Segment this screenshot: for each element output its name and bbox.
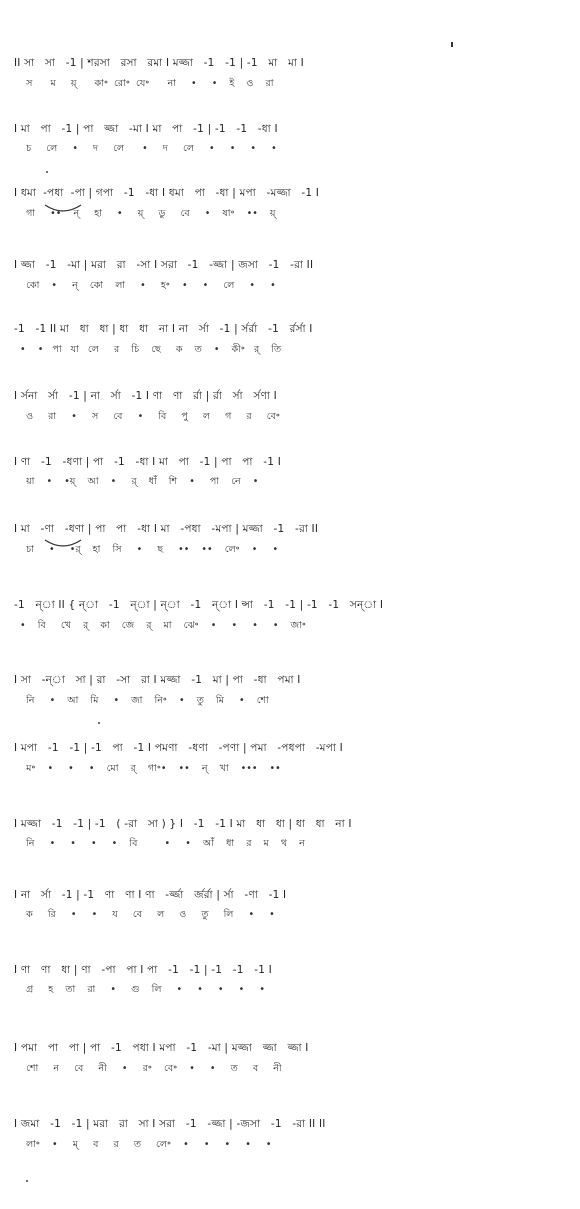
swara-line: I না র্সা -1 | -1 ণা ণা I ণা -র্জ্জা র্জর্রা | র্সা -ণা -1 I (14, 889, 287, 901)
lyric-line: নি • • • • বি • • আঁ ধা র ম থ ন (14, 838, 305, 849)
swara-line: -1 -1 II মা ধা ধা | ধা ধা না I না র্সা -1 | র্সর্রা -1 র্রর্সা I (14, 323, 313, 335)
lyric-line: গ্র হ তা রা • গু লি • • • • • (14, 984, 265, 995)
margin-mark (451, 42, 453, 47)
lyric-line: শো ন বে নী • র॰ বে॰ • • ত ব নী (14, 1063, 282, 1074)
swara-line: I মজ্জা -1 -1 | -1 ( -রা সা ) } I -1 -1 I মা ধা ধা | ধা ধা না I (14, 818, 352, 830)
lyric-line: য়া • •য়্ আ • র্ ধাঁ শি • পা নে • (14, 476, 259, 487)
dot-mark (26, 1180, 28, 1182)
dot-mark (46, 171, 48, 173)
lyric-line: • বি খে র্ কা জে র্ মা ঝে॰ • • • • জা॰ (14, 620, 306, 631)
swara-line: I সা -ন্া সা | রা -সা রা I মজ্জা -1 মা | পা -ধা পমা I (14, 674, 301, 686)
lyric-line: ও রা • স বে • বি পু ল গ র বে॰ (14, 411, 280, 422)
swara-line: I মপা -1 -1 | -1 পা -1 I পমণা -ধণা -পণা | পমা -পধপা -মপা I (14, 742, 343, 754)
swara-line: I মা -ণা -ধণা | পা পা -ধা I মা -পধা -মপা | মজ্জা -1 -রা II (14, 523, 319, 535)
swara-line: I র্সনা র্সা -1 | না র্সা -1 I ণা ণা র্রা | র্রা র্সা র্সণা I (14, 390, 277, 402)
lyric-line: • • পা যা লে র চি ছে ক ত • কী॰ র্ তি (14, 344, 282, 355)
lyric-line: গা •• ন্ হা • য়্ ডু বে • ষা॰ •• য়্ (14, 208, 276, 219)
swara-line: I ণা ণা ধা | ণা -পা পা I পা -1 -1 | -1 -1 -1 I (14, 964, 272, 976)
swara-line: -1 ন্া II { ন্া -1 ন্া | ন্া -1 ন্া I ন্সা -1 -1 | -1 -1 সন্া I (14, 599, 384, 611)
swara-line: II সা সা -1 | শরসা রসা রমা I মজ্জা -1 -1 | -1 মা মা I (14, 57, 304, 69)
swara-line: I জমা -1 -1 | মরা রা সা I সরা -1 -জ্জা | -জসা -1 -রা II II (14, 1118, 326, 1130)
lyric-line: নি • আ মি • জা নি॰ • তু মি • শো (14, 695, 269, 706)
swara-line: I পমা পা পা | পা -1 পধা I মপা -1 -মা | মজ্জা জ্জা জ্জা I (14, 1042, 309, 1054)
swara-line: I জ্জা -1 -মা | মরা রা -সা I সরা -1 -জ্জা | জসা -1 -রা II (14, 259, 314, 271)
lyric-line: চ লে • দ লে • দ লে • • • • (14, 143, 277, 154)
swara-line: I ধমা -পধা -পা | গপা -1 -ধা I ধমা পা -ধা | মপা -মজ্জা -1 I (14, 187, 320, 199)
lyric-line: কো • ন্ কো লা • হ॰ • • লে • • (14, 280, 276, 291)
lyric-line: ক রি • • য বে ল ও তু লি • • (14, 909, 275, 920)
swara-line: I মা পা -1 | পা জ্জা -মা I মা পা -1 | -1 -1 -ধা I (14, 123, 278, 135)
dot-mark (98, 722, 100, 724)
lyric-line: ম॰ • • • মো র্ গা॰• •• ন্ খা ••• •• (14, 763, 281, 774)
lyric-line: স ম য়্ কা॰ রো॰ যে॰ না • • ই ও রা (14, 78, 274, 89)
swara-line: I ণা -1 -ধণা | পা -1 -ধা I মা পা -1 | পা পা -1 I (14, 456, 281, 468)
lyric-line: চা • •র্ হা সি • ছ •• •• লে॰ • • (14, 544, 279, 555)
lyric-line: লা॰ • ম্ ব র ত লে॰ • • • • • (14, 1139, 272, 1150)
